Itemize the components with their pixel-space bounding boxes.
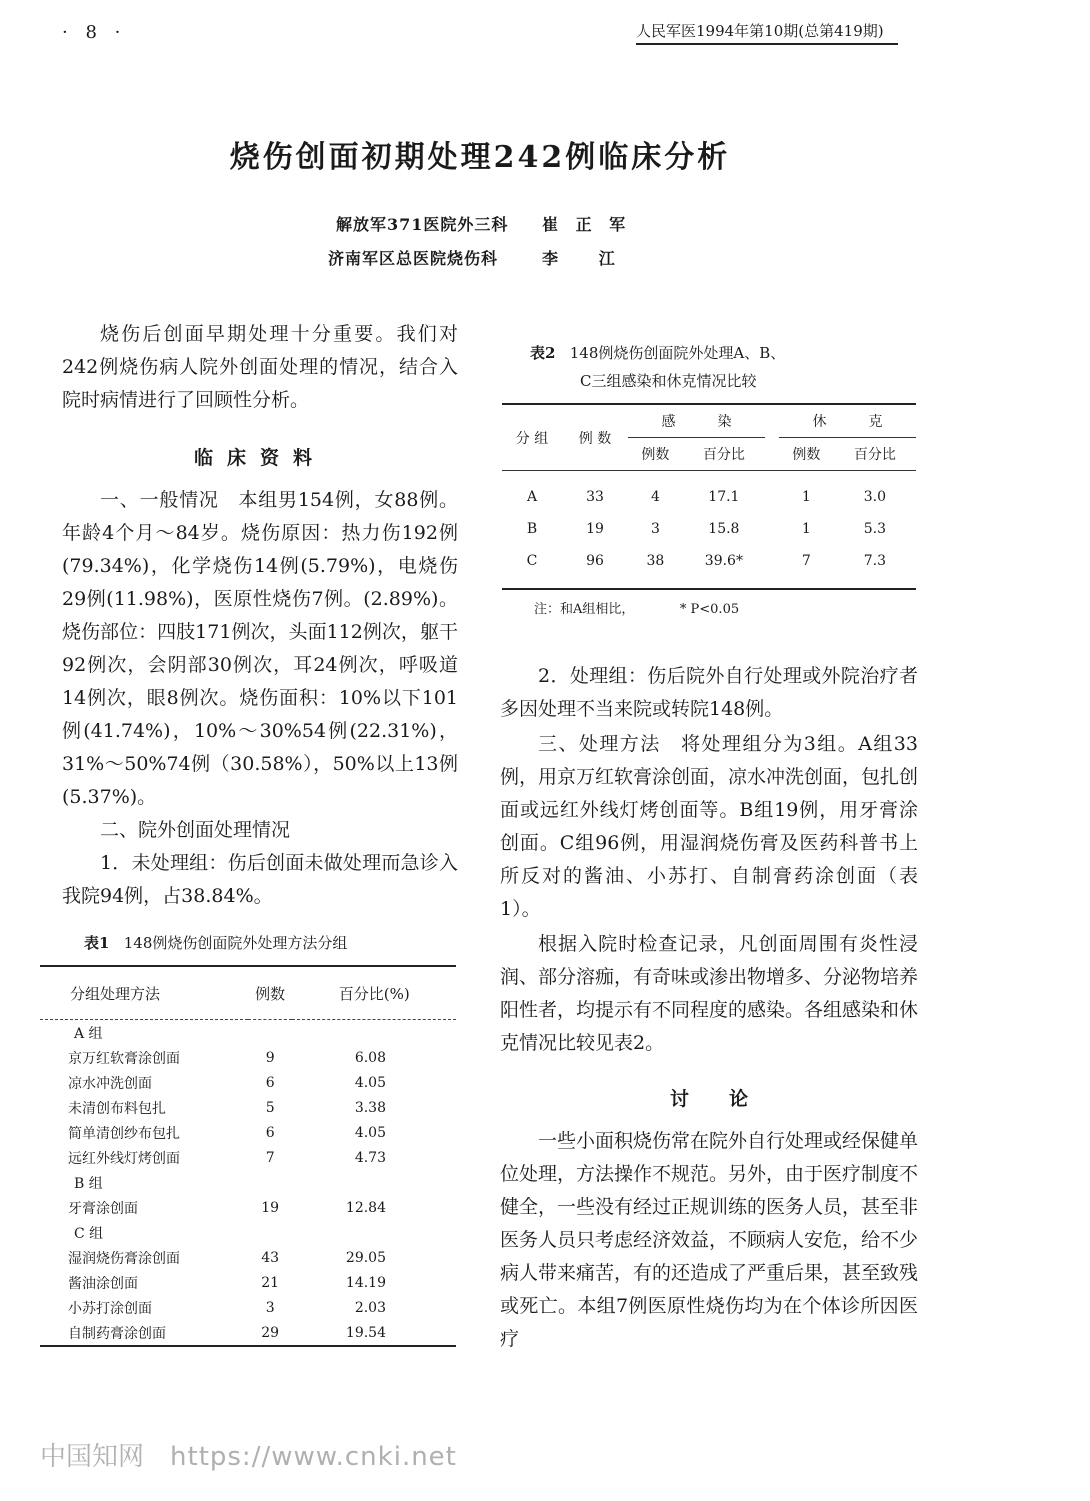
table1-cell-pct xyxy=(292,1220,456,1245)
table2-cell-inf-n: 4 xyxy=(650,488,660,505)
table1-cell-count: 19 xyxy=(261,1199,280,1216)
table1-cell-count: 9 xyxy=(265,1049,275,1066)
table1-row xyxy=(40,1120,456,1145)
table2-caption-label: 表2 xyxy=(530,344,556,362)
table1-cell-method: 凉水冲洗创面 xyxy=(68,1075,152,1092)
table2-cell-group: C xyxy=(526,552,538,569)
table1-cell-method: 小苏打涂创面 xyxy=(68,1300,152,1317)
page-number: · 8 · xyxy=(62,22,127,43)
table2-header-group: 分 组 xyxy=(515,430,549,447)
table1-cell-count: 3 xyxy=(265,1299,275,1316)
table1-row xyxy=(40,1245,456,1270)
table1-row xyxy=(40,1145,456,1170)
table1-cell-count: 6 xyxy=(265,1124,275,1141)
journal-info: 人民军医1994年第10期(总第419期) xyxy=(636,20,898,45)
table2-row xyxy=(502,481,916,513)
table2-cell-inf-pct: 15.8 xyxy=(708,520,740,537)
table1-cell-method: 自制药膏涂创面 xyxy=(68,1325,166,1342)
infection-criteria-paragraph: 根据入院时检查记录，凡创面周围有炎性浸润、部分溶痂，有奇味或渗出物增多、分泌物培养阳性者，均提示有不同程度的感染。各组感染和休克情况比较见表2。 xyxy=(500,933,919,1054)
table1-cell-method: 湿润烧伤膏涂创面 xyxy=(68,1250,180,1267)
table2-header-shock: 休 克 xyxy=(779,404,916,438)
table1-header-method: 分组处理方法 xyxy=(40,966,248,1020)
table1-cell-count xyxy=(248,1020,293,1046)
table2-cell-shock-pct: 7.3 xyxy=(863,552,887,569)
author-name-1: 崔 正 军 xyxy=(542,215,632,234)
table1-row xyxy=(40,1295,456,1320)
table1-cell-method: 简单清创纱布包扎 xyxy=(68,1125,180,1142)
table1-header-count: 例数 xyxy=(248,966,293,1020)
table1-row xyxy=(40,1320,456,1346)
cnki-watermark xyxy=(40,1436,457,1473)
table1-cell-count: 7 xyxy=(265,1149,275,1166)
table2-cell-group: A xyxy=(526,488,538,505)
table2-cell-shock-n: 1 xyxy=(801,488,811,505)
table2-cell-shock-pct: 5.3 xyxy=(863,520,887,537)
table1-cell-method: B 组 xyxy=(74,1175,103,1192)
section-heading-discussion: 讨论 xyxy=(669,1088,788,1110)
table1-row xyxy=(40,1170,456,1195)
table1-cell-pct: 6.08 xyxy=(354,1049,386,1066)
table2-sub-inf-count: 例数 xyxy=(641,447,670,463)
table1-cell-pct: 2.03 xyxy=(354,1299,386,1316)
watermark-brand: 中国知网 xyxy=(40,1442,145,1472)
table1-row xyxy=(40,1045,456,1070)
article-title: 烧伤创面初期处理242例临床分析 xyxy=(229,140,731,175)
table1-cell-method: 未清创布料包扎 xyxy=(68,1100,166,1117)
table1-cell-method: 酱油涂创面 xyxy=(68,1275,138,1292)
table2-sub-shock-count: 例数 xyxy=(792,447,821,463)
table1-row xyxy=(40,1220,456,1245)
untreated-group-paragraph: 1．未处理组：伤后创面未做处理而急诊入我院94例，占38.84%。 xyxy=(62,852,458,907)
table1-row xyxy=(40,1095,456,1120)
table1-cell-pct xyxy=(292,1170,456,1195)
author-affiliation-2: 济南军区总医院烧伤科 xyxy=(328,249,499,268)
table1-cell-count: 43 xyxy=(261,1249,280,1266)
table2-cell-cases: 96 xyxy=(586,552,604,569)
table2-row xyxy=(502,545,916,577)
watermark-url: https://www.cnki.net xyxy=(170,1442,457,1472)
table2-cell-spacer xyxy=(765,481,779,513)
table1-row xyxy=(40,1270,456,1295)
intro-paragraph: 烧伤后创面早期处理十分重要。我们对242例烧伤病人院外创面处理的情况，结合入院时病情进行了回顾性分析。 xyxy=(62,323,458,411)
table2-cell-inf-pct: 17.1 xyxy=(708,488,740,505)
table2-cell-shock-n: 7 xyxy=(801,552,811,569)
table1-cell-pct: 4.05 xyxy=(354,1124,386,1141)
table1-caption-label: 表1 xyxy=(84,934,110,952)
table1-cell-count: 5 xyxy=(265,1099,275,1116)
table2-header-infection: 感 染 xyxy=(628,404,765,438)
table1-cell-pct: 14.19 xyxy=(345,1274,386,1291)
table2-header-cases: 例 数 xyxy=(578,430,612,447)
table1-cell-count xyxy=(248,1170,293,1195)
table1-cell-count: 29 xyxy=(261,1324,280,1341)
table2-note: 注：和A组相比， * P<0.05 xyxy=(534,602,740,617)
treatment-method-paragraph: 三、处理方法 将处理组分为3组。A组33例，用京万红软膏涂创面，凉水冲洗创面，包扎创面或远红外线灯烤创面等。B组19例，用牙膏涂创面。C组96例，用湿润烧伤膏及医药科普书上所反对的酱油、小苏打、自制膏药涂创面（表1）。 xyxy=(500,733,919,920)
table1-cell-count xyxy=(248,1220,293,1245)
author-affiliation-1: 解放军371医院外三科 xyxy=(336,215,509,234)
table2-cell-inf-n: 38 xyxy=(646,552,665,569)
table2-cell-inf-n: 3 xyxy=(650,520,660,537)
table1-cell-pct: 19.54 xyxy=(345,1324,386,1341)
table1-cell-pct: 4.05 xyxy=(354,1074,386,1091)
subsection-heading-outside: 二、院外创面处理情况 xyxy=(100,819,291,841)
table2-cell-inf-pct: 39.6* xyxy=(704,552,743,569)
discussion-paragraph: 一些小面积烧伤常在院外自行处理或经保健单位处理，方法操作不规范。另外，由于医疗制度不健全，一些没有经过正规训练的医务人员，甚至非医务人员只考虑经济效益，不顾病人安危，给不少病人带来痛苦，有的还造成了严重后果，甚至致残或死亡。本组7例医原性烧伤均为在个体诊所因医疗 xyxy=(500,1130,919,1350)
table2-row xyxy=(502,513,916,545)
table2-cell-shock-n: 1 xyxy=(801,520,811,537)
table1-cell-method: A 组 xyxy=(74,1025,103,1042)
table1-header-pct: 百分比(%) xyxy=(292,966,456,1020)
table1-row xyxy=(40,1020,456,1046)
table2-cell-spacer xyxy=(765,513,779,545)
table1-row xyxy=(40,1195,456,1220)
general-info-paragraph: 一、一般情况 本组男154例，女88例。年龄4个月～84岁。烧伤原因：热力伤192例(79.34%)，化学烧伤14例(5.79%)，电烧伤29例(11.98%)，医原性烧伤7例。(2.89%)。烧伤部位：四肢171例次，头面112例次，躯干92例次，会阴部30例次，耳24例次，呼吸道14例次，眼8例次。烧伤面积：10%以下101例(41.74%)，10%～30%54例(22.31%)，31%～50%74例（30.58%），50%以上13例(5.37%)。 xyxy=(62,489,458,808)
section-heading-clinical: 临床资料 xyxy=(193,447,326,469)
table2-caption-line2: C三组感染和休克情况比较 xyxy=(580,372,757,390)
author-name-2: 李 江 xyxy=(542,249,621,268)
table1-cell-pct: 3.38 xyxy=(354,1099,386,1116)
table1-cell-method: C 组 xyxy=(74,1225,104,1242)
table1-cell-count: 21 xyxy=(261,1274,280,1291)
table2-sub-inf-pct: 百分比 xyxy=(702,447,745,463)
table2-cell-group: B xyxy=(526,520,538,537)
table1-cell-pct: 4.73 xyxy=(354,1149,386,1166)
table1-cell-pct: 29.05 xyxy=(345,1249,386,1266)
table1-cell-pct: 12.84 xyxy=(345,1199,386,1216)
treated-group-paragraph: 2．处理组：伤后院外自行处理或外院治疗者多因处理不当来院或转院148例。 xyxy=(500,665,918,720)
table1 xyxy=(40,965,456,1347)
table2 xyxy=(502,403,916,590)
table1-row xyxy=(40,1070,456,1095)
table1-caption-text: 148例烧伤创面院外处理方法分组 xyxy=(123,934,348,952)
table2-cell-shock-pct: 3.0 xyxy=(863,488,887,505)
table1-cell-count: 6 xyxy=(265,1074,275,1091)
table2-cell-spacer xyxy=(765,545,779,577)
table2-cell-cases: 19 xyxy=(586,520,604,537)
table1-cell-method: 牙膏涂创面 xyxy=(68,1200,138,1217)
table2-caption-line1 xyxy=(530,340,785,366)
table1-cell-pct xyxy=(292,1020,456,1046)
table1-cell-method: 京万红软膏涂创面 xyxy=(68,1050,180,1067)
table1-caption xyxy=(84,930,347,956)
table2-sub-shock-pct: 百分比 xyxy=(853,447,896,463)
table2-cell-cases: 33 xyxy=(586,488,604,505)
table2-caption-text: 148例烧伤创面院外处理A、B、 xyxy=(569,344,786,362)
table1-cell-method: 远红外线灯烤创面 xyxy=(68,1150,180,1167)
